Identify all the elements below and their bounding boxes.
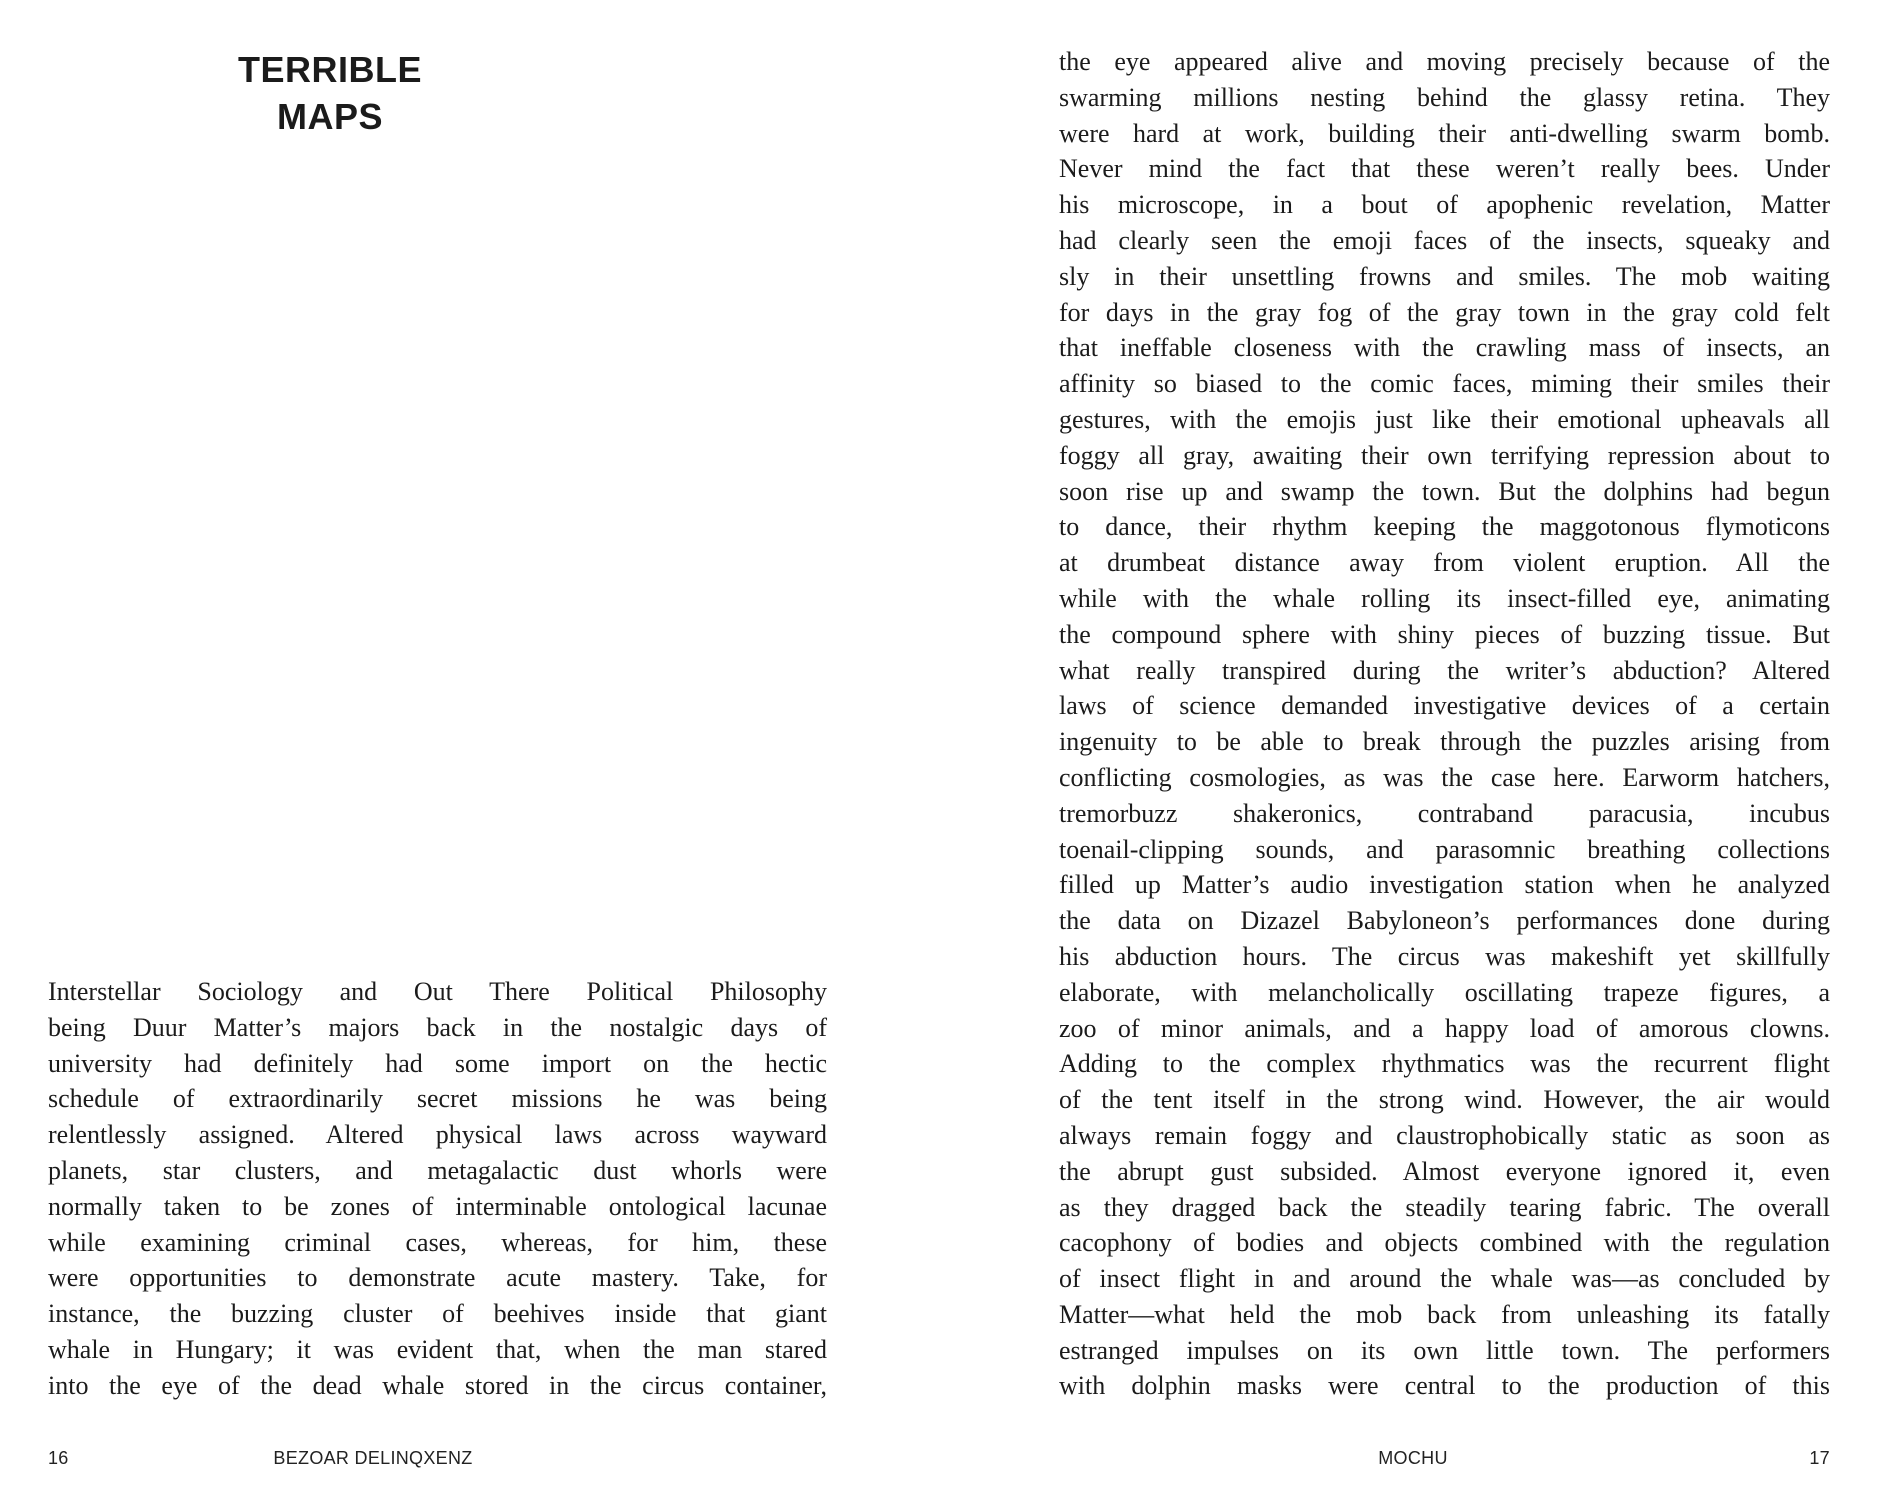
- text-line: Never mind the fact that these weren’t really bees. Under: [1059, 154, 1830, 184]
- text-line: the compound sphere with shiny pieces of buzzing tissue. But: [1059, 619, 1830, 649]
- text-line: the abrupt gust subsided. Almost everyone ignored it, even: [1059, 1156, 1830, 1186]
- text-line: with dolphin masks were central to the production of this: [1059, 1371, 1830, 1401]
- text-line: his microscope, in a bout of apophenic revelation, Matter: [1059, 190, 1830, 220]
- text-line: elaborate, with melancholically oscillating trapeze figures, a: [1059, 977, 1830, 1007]
- text-line: sly in their unsettling frowns and smiles. The mob waiting: [1059, 261, 1830, 291]
- text-line: into the eye of the dead whale stored in the circus container,: [48, 1370, 827, 1400]
- text-line: zoo of minor animals, and a happy load of amorous clowns.: [1059, 1013, 1830, 1043]
- text-line: Matter—what held the mob back from unleashing its fatally: [1059, 1299, 1830, 1329]
- text-line: as they dragged back the steadily tearing fabric. The overall: [1059, 1192, 1830, 1222]
- text-line: affinity so biased to the comic faces, miming their smiles their: [1059, 369, 1830, 399]
- text-line: had clearly seen the emoji faces of the insects, squeaky and: [1059, 225, 1830, 255]
- text-line: planets, star clusters, and metagalactic dust whorls were: [48, 1155, 827, 1185]
- text-line: Interstellar Sociology and Out There Political Philosophy: [48, 977, 827, 1006]
- text-line: ingenuity to be able to break through the puzzles arising from: [1059, 727, 1830, 757]
- page-number-left: 16: [48, 1448, 69, 1468]
- text-line: while examining criminal cases, whereas, for him, these: [48, 1227, 827, 1257]
- text-line: being Duur Matter’s majors back in the nostalgic days of: [48, 1012, 827, 1042]
- text-line: schedule of extraordinarily secret missions he was being: [48, 1084, 827, 1114]
- text-line: soon rise up and swamp the town. But the dolphins had begun: [1059, 476, 1830, 506]
- text-line: that ineffable closeness with the crawling mass of insects, an: [1059, 333, 1830, 363]
- text-line: to dance, their rhythm keeping the maggotonous flymoticons: [1059, 512, 1830, 542]
- right-page: [943, 0, 1886, 1500]
- text-line: foggy all gray, awaiting their own terrifying repression about to: [1059, 440, 1830, 470]
- text-line: instance, the buzzing cluster of beehives inside that giant: [48, 1299, 827, 1329]
- text-line: normally taken to be zones of interminable ontological lacunae: [48, 1191, 827, 1221]
- running-title-right: MOCHU: [1378, 1448, 1448, 1468]
- chapter-title-line2: MAPS: [276, 96, 383, 137]
- text-line: laws of science demanded investigative devices of a certain: [1059, 691, 1830, 721]
- text-line: tremorbuzz shakeronics, contraband paracusia, incubus: [1059, 798, 1830, 828]
- text-line: were opportunities to demonstrate acute mastery. Take, for: [48, 1263, 827, 1293]
- right-text-column: [1059, 44, 1830, 1404]
- left-paragraph: [48, 974, 827, 1404]
- text-line: the eye appeared alive and moving precisely because of the: [1059, 47, 1830, 76]
- text-line: for days in the gray fog of the gray town in the gray cold felt: [1059, 297, 1830, 327]
- text-line: while with the whale rolling its insect-filled eye, animating: [1059, 583, 1830, 613]
- text-line: toenail-clipping sounds, and parasomnic breathing collections: [1059, 834, 1830, 864]
- text-line: of insect flight in and around the whale was—as concluded by: [1059, 1264, 1830, 1294]
- running-title-left: BEZOAR DELINQXENZ: [273, 1448, 473, 1468]
- text-line: were hard at work, building their anti-dwelling swarm bomb.: [1059, 118, 1830, 148]
- text-line: the data on Dizazel Babyloneon’s performances done during: [1059, 906, 1830, 936]
- chapter-title-line1: TERRIBLE: [238, 49, 422, 90]
- text-line: of the tent itself in the strong wind. However, the air would: [1059, 1085, 1830, 1115]
- text-line: estranged impulses on its own little town. The performers: [1059, 1335, 1830, 1365]
- text-line: what really transpired during the writer’s abduction? Altered: [1059, 655, 1830, 685]
- text-line: swarming millions nesting behind the glassy retina. They: [1059, 82, 1830, 112]
- text-line: his abduction hours. The circus was makeshift yet skillfully: [1059, 941, 1830, 971]
- page-number-right: 17: [1809, 1448, 1830, 1468]
- text-line: university had definitely had some import on the hectic: [48, 1048, 827, 1078]
- text-line: always remain foggy and claustrophobically static as soon as: [1059, 1120, 1830, 1150]
- chapter-title: [130, 46, 530, 140]
- text-line: at drumbeat distance away from violent eruption. All the: [1059, 548, 1830, 578]
- text-line: conflicting cosmologies, as was the case here. Earworm hatchers,: [1059, 762, 1830, 792]
- text-line: relentlessly assigned. Altered physical laws across wayward: [48, 1120, 827, 1150]
- text-line: gestures, with the emojis just like their emotional upheavals all: [1059, 404, 1830, 434]
- text-line: filled up Matter’s audio investigation station when he analyzed: [1059, 870, 1830, 900]
- text-line: whale in Hungary; it was evident that, when the man stared: [48, 1334, 827, 1364]
- text-line: cacophony of bodies and objects combined with the regulation: [1059, 1228, 1830, 1258]
- text-line: Adding to the complex rhythmatics was the recurrent flight: [1059, 1049, 1830, 1079]
